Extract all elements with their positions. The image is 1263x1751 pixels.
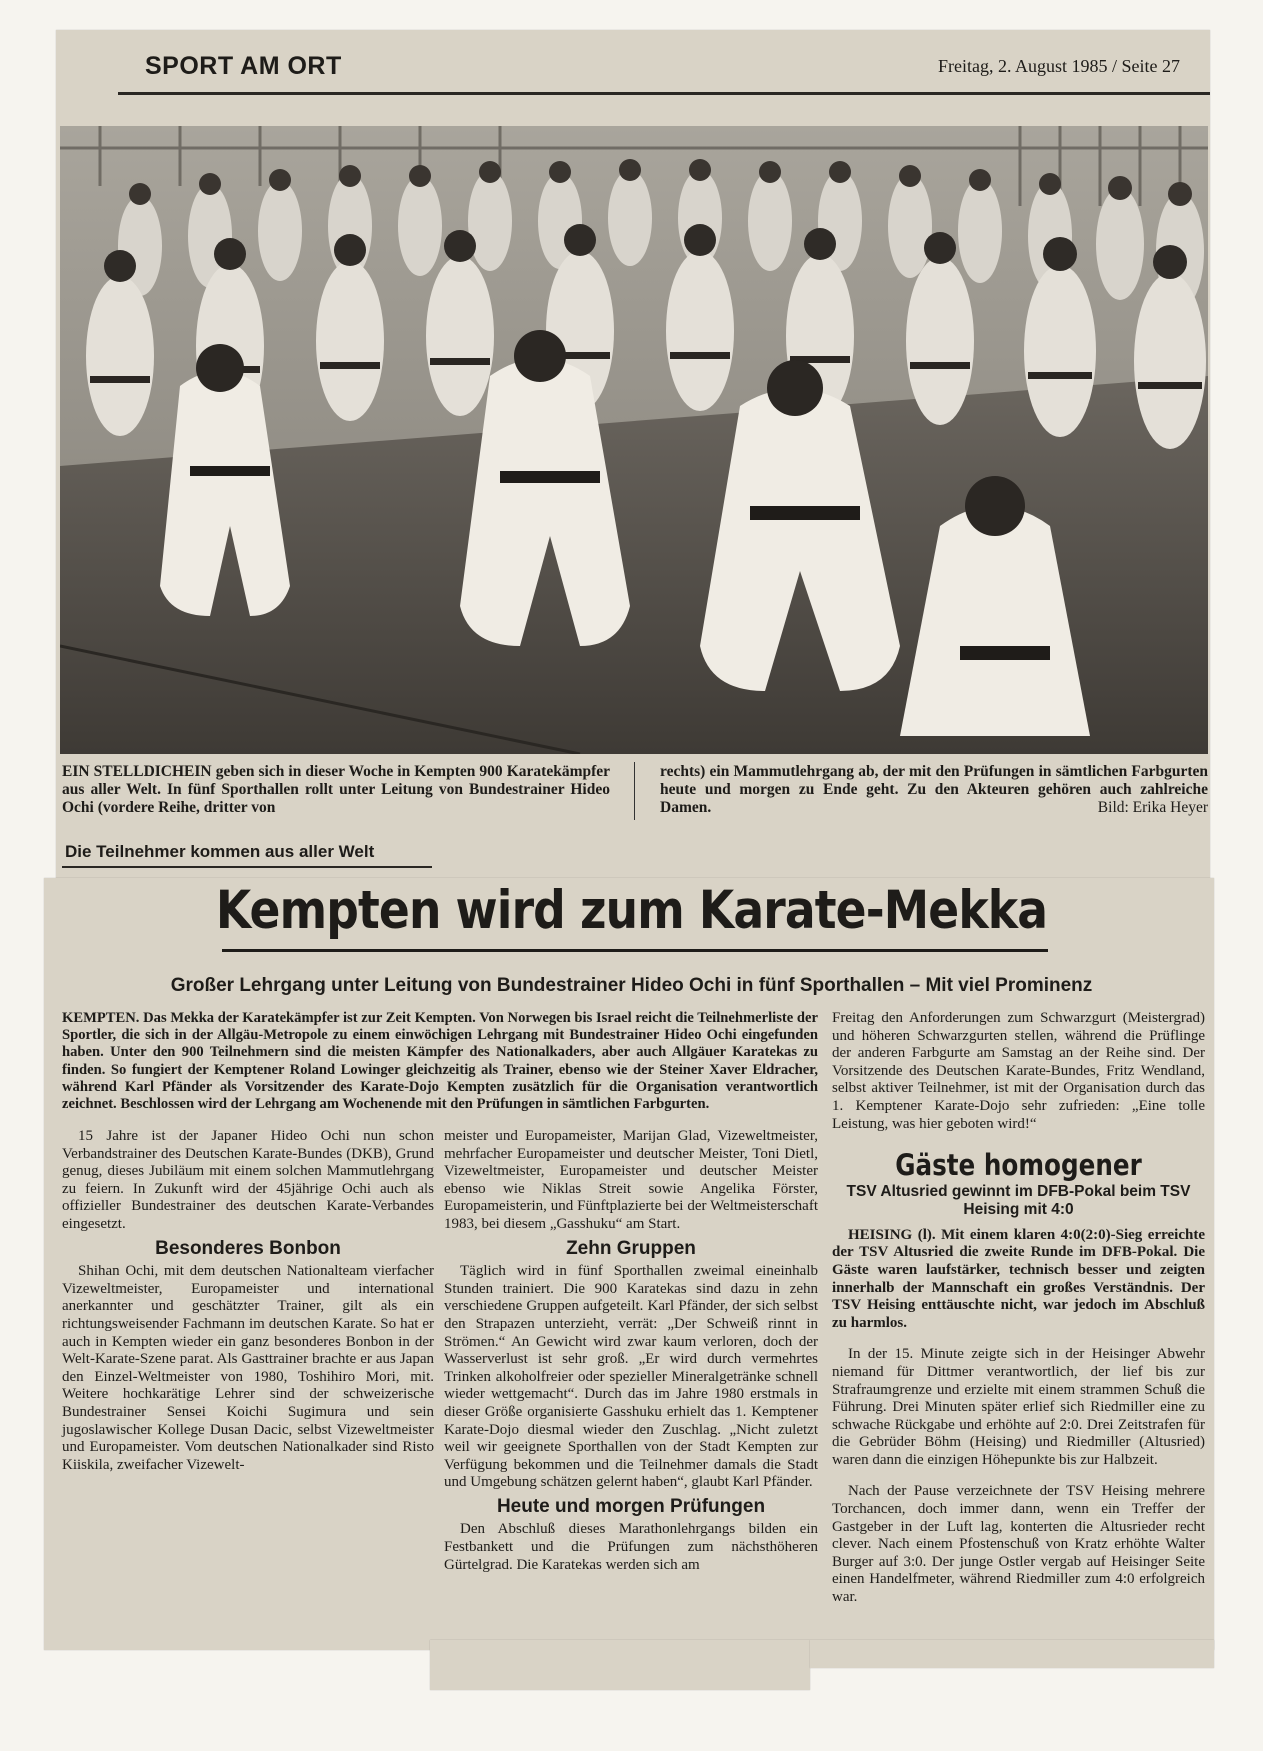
- article-lead: KEMPTEN. Das Mekka der Karatekämpfer ist zur Zeit Kempten. Von Norwegen bis Israel reicht die Teilnehmerliste der Sportler, die sich in der Allgäu-Metropole zu einem einwöchigen Lehrgang mit Bundestrainer Hideo Ochi eingefunden haben. Unter den 900 Teilnehmern sind die meisten Kämpfer des Nationalkaders, aber auch Allgäuer Karatekas zu finden. So fungiert der Kemptener Roland Lowinger gleichzeitig als Trainer, ebenso wie der Steiner Xaver Eldracher, während Karl Pfänder als Vorsitzender des Karate-Dojo Kempten zusätzlich für die Organisation verantwortlich zeichnet. Beschlossen wird der Lehrgang am Wochenende mit den Prüfungen in sämtlichen Farbgurten.: [62, 1010, 818, 1113]
- caption-left-text: geben sich in dieser Woche in Kempten 900 Karatekämpfer aus aller Welt. In fünf Sporthallen rollt unter Leitung von Bundestrainer Hideo Ochi (vordere Reihe, dritter von: [62, 763, 611, 816]
- clipping-bottom-mid: [430, 1640, 810, 1690]
- col2-paragraph-1: meister und Europameister, Marijan Glad, Vizeweltmeister, mehrfacher Europameister und deutscher Meister, Toni Dietl, Vizeweltmeister, Europameister und deutscher Meister ebenso wie Niklas Streit sowie Angelika Förster, Europameisterin, und Fünftplazierte bei der Weltmeisterschaft 1983, bei diesem „Gasshuku“ am Start.: [444, 1128, 818, 1232]
- col2-paragraph-3: Den Abschluß dieses Marathonlehrgangs bilden ein Festbankett und die Prüfungen zum nächsthöheren Gürtelgrad. Die Karatekas werden sich am: [444, 1521, 818, 1573]
- sidebar-headline: Gäste homogener: [895, 1148, 1142, 1183]
- sidebar-paragraph-2: Nach der Pause verzeichnete der TSV Heising mehrere Torchancen, doch immer dann, wenn ein Treffer der Gastgeber in der Luft lag, konterten die Altusrieder recht clever. Nach einem Pfostenschuß von Kratz erhöhte Walter Burger auf 3:0. Der junge Ostler vergab auf Heisinger Seite einen Handelfmeter, während Riedmiller zum 4:0 erfolgreich war.: [832, 1483, 1205, 1606]
- caption-right-text: rechts) ein Mammutlehrgang ab, der mit den Prüfungen in sämtlichen Farbgurten heute und morgen zu Ende geht. Zu den Akteuren gehören auch zahlreiche Damen.: [660, 763, 1208, 816]
- clipping-bottom-right: [810, 1640, 1214, 1668]
- photo-caption-left: [62, 763, 610, 817]
- subhead-heute-und-morgen: Heute und morgen Prüfungen: [496, 1495, 766, 1517]
- subhead-besonderes-bonbon: Besonderes Bonbon: [155, 1237, 341, 1259]
- photo-caption-right: [660, 763, 1208, 817]
- photo-credit: Bild: Erika Heyer: [1097, 799, 1208, 816]
- headline-rule: [222, 949, 1048, 952]
- col3-paragraph-1: Freitag den Anforderungen zum Schwarzgurt (Meistergrad) und höheren Schwarzgurten stellen, während die Prüflinge der anderen Farbgurte am Samstag an der Reihe sind. Der Vorsitzende des Deutschen Karate-Bundes, Fritz Wendland, selbst aktiver Teilnehmer, ist mit der Organisation durch das 1. Kemptener Karate-Dojo sehr zufrieden: „Eine tolle Leistung, was hier geboten wird!“: [832, 1010, 1205, 1132]
- col1-paragraph-2: Shihan Ochi, mit dem deutschen Nationalteam vierfacher Vizeweltmeister, Europameister und international anerkannter und geschätzter Trainer, gilt als ein richtungsweisender Fachmann im deutschen Karate. So hat er auch in Kempten wieder ein ganz besonderes Bonbon in der Welt-Karate-Szene parat. Als Gasttrainer brachte er aus Japan den Einzel-Weltmeister von 1980, Toshihiro Mori, mit. Weitere hochkarätige Lehrer sind der schweizerische Bundestrainer Sensei Koichi Sugimura und sein jugoslawischer Kollege Dusan Dacic, selbst Vizeweltmeister und Europameister. Vom deutschen Nationalkader sind Risto Kiiskila, zweifacher Vizewelt-: [62, 1263, 434, 1473]
- col1-paragraph-1: 15 Jahre ist der Japaner Hideo Ochi nun schon Verbandstrainer des Deutschen Karate-Bundes (DKB), Grund genug, dieses Jubiläum mit einem solchen Mammutlehrgang zu feiern. In Zukunft wird der 45jährige Ochi auch als offizieller Bundestrainer des deutschen Karate-Verbandes eingesetzt.: [62, 1128, 434, 1232]
- kicker-rule: [62, 866, 432, 868]
- article-column-2: [444, 1128, 818, 1574]
- page-info: Freitag, 2. August 1985 / Seite 27: [938, 56, 1180, 76]
- article-column-1: [62, 1128, 434, 1474]
- sidebar-lead: HEISING (l). Mit einem klaren 4:0(2:0)-Sieg erreichte der TSV Altusried die zweite Runde im DFB-Pokal. Die Gäste waren laufstärker, technisch besser und zeigten innerhalb der Mannschaft ein großes Verständnis. Der TSV Heising enttäuschte nicht, war jedoch im Abschluß zu harmlos.: [832, 1226, 1205, 1331]
- karate-photo: [60, 126, 1208, 754]
- caption-lead: EIN STELLDICHEIN: [62, 763, 212, 780]
- article-subheadline: Großer Lehrgang unter Leitung von Bundestrainer Hideo Ochi in fünf Sporthallen – Mit viel Prominenz: [170, 975, 1093, 996]
- caption-divider: [634, 762, 635, 820]
- sidebar-paragraph-1: In der 15. Minute zeigte sich in der Heisinger Abwehr niemand für Dittmer verantwortlich, der lief bis zur Strafraumgrenze und erzielte mit einem strammen Schuß die Führung. Drei Minuten später erlief sich Riedmiller eine zu schwache Rückgabe und erhöhte auf 2:0. Drei Zeitstrafen für die Gebrüder Böhm (Heising) und Riedmiller (Altusried) waren dann die einzigen Höhepunkte bis zur Halbzeit.: [832, 1346, 1205, 1468]
- header-rule: [118, 92, 1210, 95]
- section-title: SPORT AM ORT: [145, 52, 342, 80]
- karate-photo-illustration: [60, 126, 1208, 754]
- article-column-3: [832, 1010, 1205, 1607]
- col2-paragraph-2: Täglich wird in fünf Sporthallen zweimal eineinhalb Stunden trainiert. Die 900 Karatekas sind dazu in zehn verschiedene Gruppen aufgeteilt. Karl Pfänder, der sich selbst den Strapazen unterzieht, verrät: „Der Schweiß rinnt in Strömen.“ An Gewicht wird zwar kaum verloren, doch der Wasserverlust ist sehr groß. „Er wird durch vermehrtes Trinken alkoholfreier oder spezieller Mineralgetränke schnell wieder wettgemacht“. Durch das im Jahre 1980 erstmals in dieser Größe organisierte Gasshuku erhielt das 1. Kemptener Karate-Dojo diesmal wieder den Zuschlag. „Nicht zuletzt weil wir geeignete Sporthallen von der Stadt Kempten zur Verfügung bekommen und die Teilnehmer damals die Stadt und Umgebung schätzen gelernt haben“, glaubt Karl Pfänder.: [444, 1263, 818, 1491]
- article-kicker: Die Teilnehmer kommen aus aller Welt: [65, 842, 375, 861]
- sidebar-subheadline: TSV Altusried gewinnt im DFB-Pokal beim TSV Heising mit 4:0: [846, 1182, 1191, 1218]
- article-headline: Kempten wird zum Karate-Mekka: [215, 880, 1048, 941]
- subhead-zehn-gruppen: Zehn Gruppen: [566, 1237, 696, 1259]
